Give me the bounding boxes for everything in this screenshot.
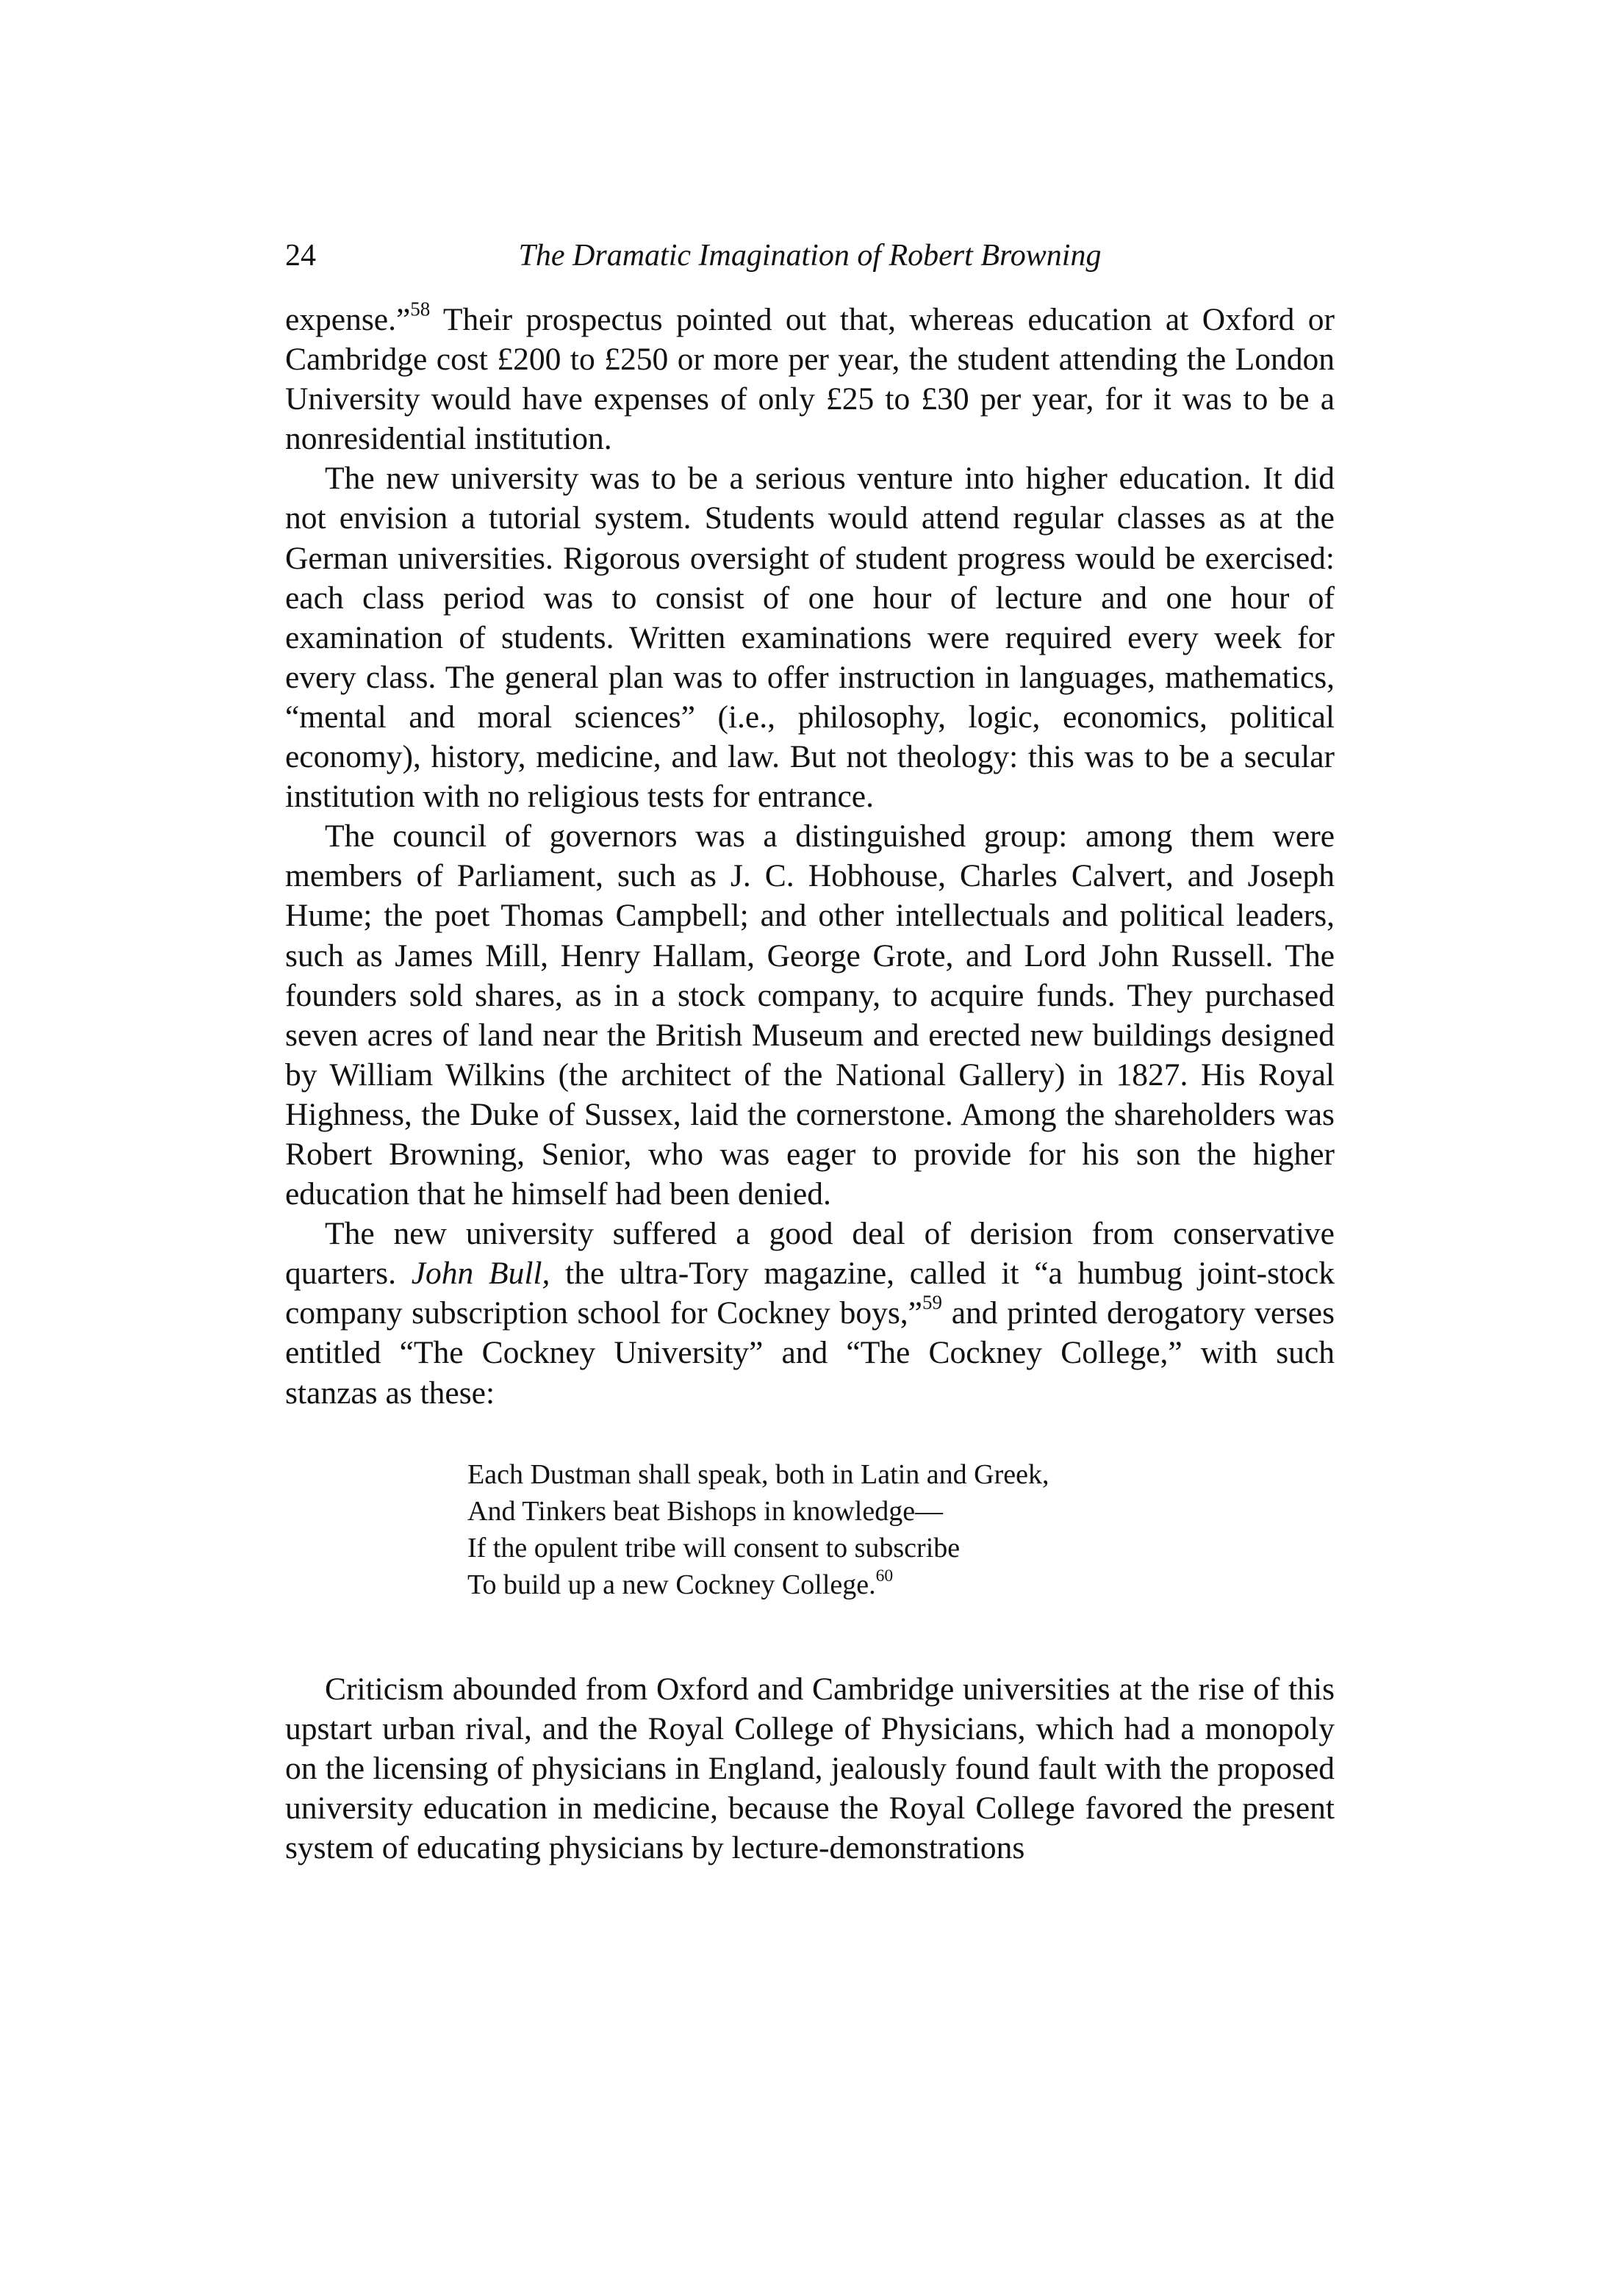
footnote-ref-58: 58 — [410, 298, 431, 320]
magazine-title: John Bull, — [411, 1256, 550, 1292]
verse-line-1: Each Dustman shall speak, both in Latin and Greek, — [467, 1458, 1049, 1490]
verse-line-4-text: To build up a new Cockney College. — [467, 1569, 876, 1600]
paragraph-1 — [285, 300, 1335, 458]
paragraph-5: Criticism abounded from Oxford and Cambridge universities at the rise of this upstart urban rival, and the Royal College of Physicians, which had a monopoly on the licensing of physicians in England, jealously found fault with the proposed university education in medicine, because the Royal College favored the present system of educating physicians by lecture-demonstrations — [285, 1671, 1335, 1865]
paragraph-4-text-b: the ultra-Tory magazine, called it “a humbug joint-stock company subscription school for Cockney boys,” — [285, 1256, 1335, 1331]
verse-line-2: And Tinkers beat Bishops in knowledge— — [467, 1495, 944, 1527]
verse-line-4 — [467, 1566, 1335, 1603]
paragraph-3: The council of governors was a distinguished group: among them were members of Parliament, such as J. C. Hobhouse, Charles Calvert, and Joseph Hume; the poet Thomas Campbell; and other intellectuals and political leaders, such as James Mill, Henry Hallam, George Grote, and Lord John Russell. The founders sold shares, as in a stock company, to acquire funds. They purchased seven acres of land near the British Museum and erected new buildings designed by William Wilkins (the architect of the National Gallery) in 1827. His Royal Highness, the Duke of Sussex, laid the cornerstone. Among the shareholders was Robert Browning, Senior, who was eager to provide for his son the higher education that he himself had been denied. — [285, 818, 1335, 1212]
paragraph-1-text-b: Their prospectus pointed out that, whereas education at Oxford or Cambridge cost £200 to £250 or more per year, the student attending the London University would have expenses of only £25 to £30 per year, for it was to be a nonresidential institution. — [285, 302, 1335, 457]
paragraph-4-text-a: The new university suffered a good deal of derision from conservative quarters. — [285, 1216, 1335, 1292]
paragraph-2: The new university was to be a serious venture into higher education. It did not envision a tutorial system. Students would attend regular classes as at the German universities. Rigorous oversight of student progress would be exercised: each class period was to consist of one hour of lecture and one hour of examination of students. Written examinations were required every week for every class. The general plan was to offer instruction in languages, mathematics, “mental and moral sciences” (i.e., philosophy, logic, economics, political economy), history, medicine, and law. But not theology: this was to be a secular institution with no religious tests for entrance. — [285, 461, 1335, 815]
verse-quotation — [467, 1456, 1335, 1603]
running-head — [285, 234, 1335, 278]
running-title: The Dramatic Imagination of Robert Browning — [518, 239, 1102, 273]
footnote-ref-60: 60 — [875, 1566, 894, 1586]
paragraph-1-text-a: expense.” — [285, 302, 411, 337]
body-text — [285, 300, 1335, 1868]
paragraph-4 — [285, 1214, 1335, 1412]
footnote-ref-59: 59 — [922, 1291, 942, 1314]
paragraph-4-text-c: and printed derogatory verses entitled “The Cockney University” and “The Cockney College,” with such stanzas as these: — [285, 1295, 1335, 1411]
page-number: 24 — [285, 239, 316, 273]
verse-line-3: If the opulent tribe will consent to subscribe — [467, 1532, 961, 1563]
